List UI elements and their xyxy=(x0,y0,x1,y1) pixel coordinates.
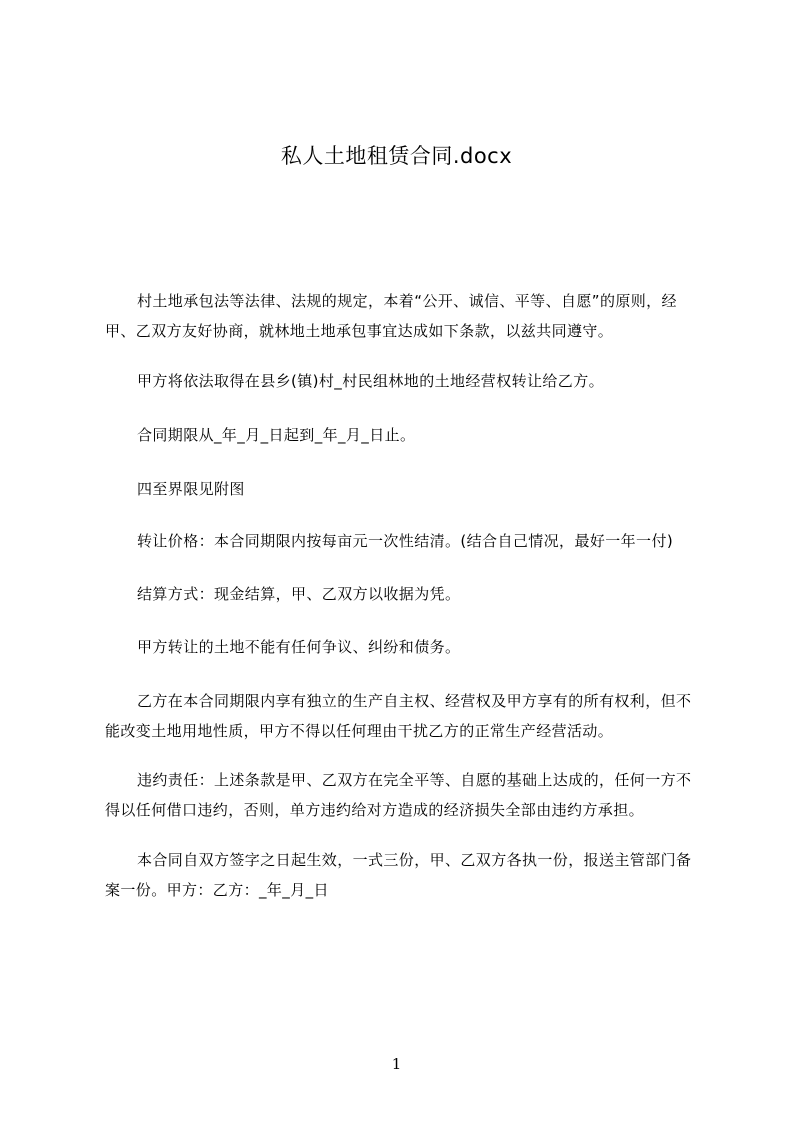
paragraph-contract-term: 合同期限从_年_月_日起到_年_月_日止。 xyxy=(137,426,416,444)
paragraph-liability: 违约责任：上述条款是甲、乙双方在完全平等、自愿的基础上达成的，任何一方不得以任何借口违约，否则，单方违约给对方造成的经济损失全部由违约方承担。 xyxy=(105,771,692,819)
document-title: 私人土地租赁合同.docx xyxy=(280,144,513,168)
paragraph-settlement-method: 结算方式：现金结算，甲、乙双方以收据为凭。 xyxy=(137,585,461,603)
paragraph-rights: 乙方在本合同期限内享有独立的生产自主权、经营权及甲方享有的所有权利，但不能改变土地用地性质，甲方不得以任何理由干扰乙方的正常生产经营活动。 xyxy=(105,692,692,740)
paragraph-land-transfer: 甲方将依法取得在县乡(镇)村_村民组林地的土地经营权转让给乙方。 xyxy=(137,372,605,390)
page-number: 1 xyxy=(391,1055,402,1073)
paragraph-legal-basis: 村土地承包法等法律、法规的规定，本着“公开、诚信、平等、自愿”的原则，经甲、乙双方友好协商，就林地土地承包事宜达成如下条款，以兹共同遵守。 xyxy=(105,292,677,340)
paragraph-effectiveness-signatures: 本合同自双方签字之日起生效，一式三份，甲、乙双方各执一份，报送主管部门备案一份。甲方：乙方：_年_月_日 xyxy=(105,851,692,899)
paragraph-no-disputes: 甲方转让的土地不能有任何争议、纠纷和债务。 xyxy=(137,638,461,656)
paragraph-boundaries: 四至界限见附图 xyxy=(137,480,245,498)
paragraph-transfer-price: 转让价格：本合同期限内按每亩元一次性结清。(结合自己情况，最好一年一付) xyxy=(137,532,674,550)
